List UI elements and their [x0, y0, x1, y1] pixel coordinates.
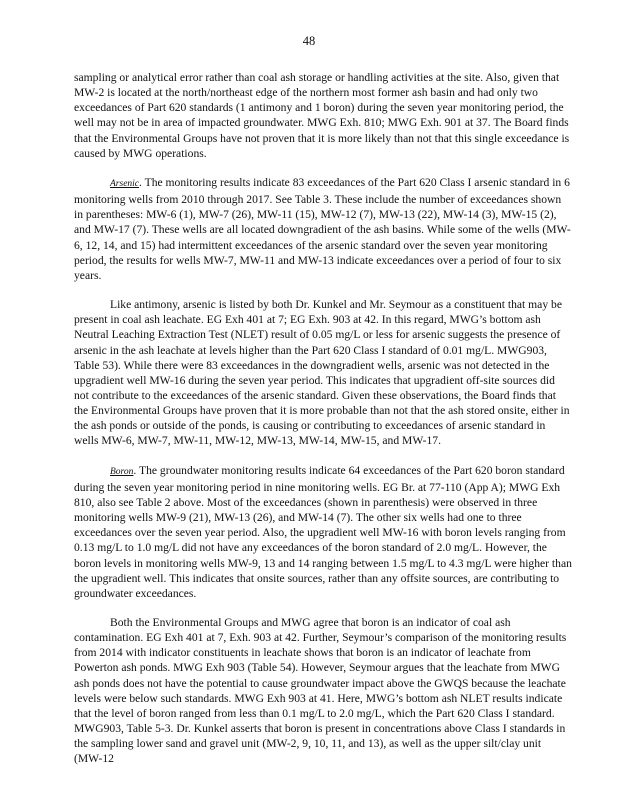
paragraph-arsenic-discussion: Like antimony, arsenic is listed by both Dr. Kunkel and Mr. Seymour as a constituent that may be present in coal ash leachate. EG Exh 401 at 7; EG Exh. 903 at 42. In this regard, MWG’s bottom ash Neutral Leaching Extraction Test (NLET) result of 0.05 mg/L or less for arsenic suggests the presence of arsenic in the ash leachate at levels higher than the Part 620 Class I standard of 0.01 mg/L. MWG903, Table 53). While there were 83 exceedances in the downgradient wells, arsenic was not detected in the upgradient well MW-16 during the seven year period. This indicates that upgradient off-site sources did not contribute to the exceedances of the arsenic standard. Given these observations, the Board finds that the Environmental Groups have proven that it is more probable than not that the ash stored onsite, either in the ash ponds or outside of the ponds, is causing or contributing to exceedances of arsenic standard in wells MW-6, MW-7, MW-11, MW-12, MW-13, MW-14, MW-15, and MW-17.: [74, 298, 570, 448]
page-number: 48: [302, 34, 316, 48]
boron-heading: Boron: [110, 466, 134, 477]
arsenic-heading: Arsenic: [110, 178, 140, 189]
paragraph-continuation: sampling or analytical error rather than coal ash storage or handling activities at the site. Also, given that MW-2 is located at the north/northeast edge of the northern most former ash basin and had only two exceedances of Part 620 standards (1 antimony and 1 boron) during the seven year monitoring period, the well may not be in area of impacted groundwater. MWG Exh. 810; MWG Exh. 901 at 37. The Board finds that the Environmental Groups have not proven that it is more likely than not that this single exceedance is caused by MWG operations.: [74, 71, 570, 160]
paragraph-arsenic: [74, 175, 572, 283]
body-text: [74, 70, 572, 781]
paragraph-boron-discussion: Both the Environmental Groups and MWG agree that boron is an indicator of coal ash contamination. EG Exh 401 at 7, Exh. 903 at 42. Further, Seymour’s comparison of the monitoring results from 2014 with indicator constituents in leachate shows that boron is an indicator of leachate from Powerton ash ponds. MWG Exh 903 (Table 54). However, Seymour argues that the leachate from MWG ash ponds does not have the potential to cause groundwater impact above the GWQS because the leachate levels were below such standards. MWG Exh 903 at 41. Here, MWG’s bottom ash NLET results indicate that the level of boron ranged from less than 0.1 mg/L to 2.0 mg/L, which the Part 620 Class I standard. MWG903, Table 5-3. Dr. Kunkel asserts that boron is present in concentrations above Class I standards in the sampling lower sand and gravel unit (MW-2, 9, 10, 11, and 13), as well as the upper silt/clay unit (MW-12: [74, 616, 567, 766]
boron-text: . The groundwater monitoring results indicate 64 exceedances of the Part 620 boron standard during the seven year monitoring period in nine monitoring wells. EG Br. at 77-110 (App A); MWG Exh 810, also see Table 2 above. Most of the exceedances (shown in parenthesis) were observed in three monitoring wells MW-9 (21), MW-13 (26), and MW-14 (7). The other six wells had one to three exceedances over the seven year period. Also, the upgradient well MW-16 with boron levels ranging from 0.13 mg/L to 1.0 mg/L did not have any exceedances of the boron standard of 2.0 mg/L. However, the boron levels in monitoring wells MW-9, 13 and 14 ranging between 1.5 mg/L to 4.3 mg/L were higher than the upgradient well. This indicates that onsite sources, rather than any offsite sources, are contributing to groundwater exceedances.: [74, 463, 572, 600]
arsenic-text: . The monitoring results indicate 83 exceedances of the Part 620 Class I arsenic standard in 6 monitoring wells from 2010 through 2017. See Table 3. These include the number of exceedances shown in parentheses: MW-6 (1), MW-7 (26), MW-11 (15), MW-12 (7), MW-13 (22), MW-14 (3), MW-15 (2), and MW-17 (7). These wells are all located downgradient of the ash basins. While some of the wells (MW-6, 12, 14, and 15) had intermittent exceedances of the arsenic standard over the seven year monitoring period, the results for wells MW-7, MW-11 and MW-13 indicate exceedances over a period of four to six years.: [74, 175, 571, 282]
paragraph-boron: [74, 463, 572, 601]
